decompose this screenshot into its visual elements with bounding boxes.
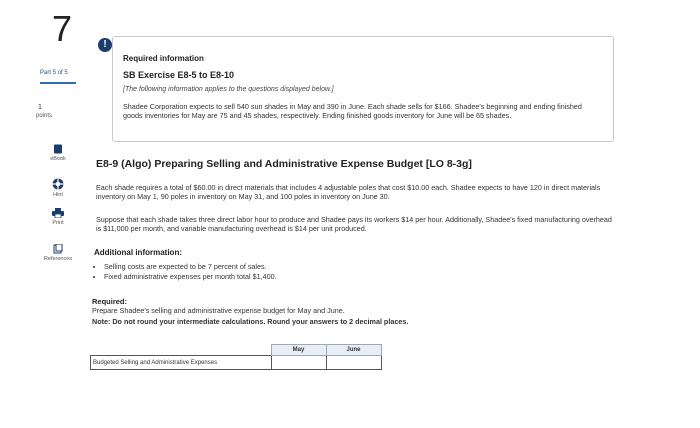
book-icon	[53, 144, 63, 154]
exercise-paragraph-2: Suppose that each shade takes three direct labor hour to produce and Shadee pays its workers $14 per hour. Additionally, Shadee's fixed manufacturing overhead is $11,000 per month, and variable manufacturing overhead is $14 per unit produced.	[96, 215, 612, 233]
required-title: Required:	[92, 297, 128, 306]
info-alert-icon: !	[98, 38, 112, 52]
info-note: [The following information applies to the questions displayed below.]	[123, 86, 334, 93]
part-indicator: Part 5 of 5	[40, 70, 68, 76]
info-exercise: SB Exercise E8-5 to E8-10	[123, 70, 235, 80]
exercise-paragraph-1: Each shade requires a total of $60.00 in direct materials that includes 4 adjustable poles that cost $10.00 each. Shadee expects to have 120 in direct materials inventory on May 1, 90 poles in inventory on May 31, and 100 poles in inventory on June 30.	[96, 183, 601, 201]
question-number: 7	[52, 8, 73, 49]
additional-info-list	[92, 262, 277, 282]
column-header-may: May	[271, 345, 326, 356]
required-text: Prepare Shadee's selling and administrative expense budget for May and June.	[92, 306, 345, 315]
points-value: 1	[38, 104, 42, 111]
additional-info-title: Additional information:	[94, 248, 182, 257]
column-header-june: June	[326, 345, 381, 356]
budget-table	[90, 344, 382, 370]
list-item: • Fixed administrative expenses per month total $1,400.	[104, 272, 277, 282]
sidebar-item-label: eBook	[50, 156, 66, 162]
sidebar-item-label: References	[43, 256, 73, 262]
sidebar-item-references[interactable]	[38, 244, 78, 262]
table-row	[91, 356, 382, 370]
sidebar-item-ebook[interactable]	[38, 144, 78, 162]
hint-icon	[52, 178, 64, 190]
row-label: Budgeted Selling and Administrative Expenses	[91, 356, 272, 370]
exercise-title: E8-9 (Algo) Preparing Selling and Administrative Expense Budget [LO 8-3g]	[96, 158, 472, 170]
info-title: Required information	[123, 54, 204, 63]
sidebar-item-print[interactable]	[38, 208, 78, 226]
may-expense-input[interactable]	[274, 356, 324, 369]
required-information-box	[112, 36, 614, 142]
table-header-row	[91, 345, 382, 356]
sidebar-item-label: Print	[52, 220, 64, 226]
rounding-note: Note: Do not round your intermediate calculations. Round your answers to 2 decimal places.	[92, 317, 409, 326]
part-progress-bar	[40, 82, 76, 84]
print-icon	[52, 208, 64, 218]
list-item: • Selling costs are expected to be 7 percent of sales.	[104, 262, 277, 272]
june-expense-input[interactable]	[329, 356, 379, 369]
references-icon	[53, 244, 63, 254]
points-label: points	[36, 113, 53, 119]
may-cell	[271, 356, 326, 370]
sidebar-item-hint[interactable]	[38, 178, 78, 198]
june-cell	[326, 356, 381, 370]
info-text: Shadee Corporation expects to sell 540 sun shades in May and 390 in June. Each shade sells for $166. Shadee's beginning and ending finished goods inventories for May are 75 and 45 shades, respectively. Ending finished goods inventory for June will be 65 shades.	[123, 102, 582, 120]
sidebar-item-label: Hint	[53, 192, 63, 198]
